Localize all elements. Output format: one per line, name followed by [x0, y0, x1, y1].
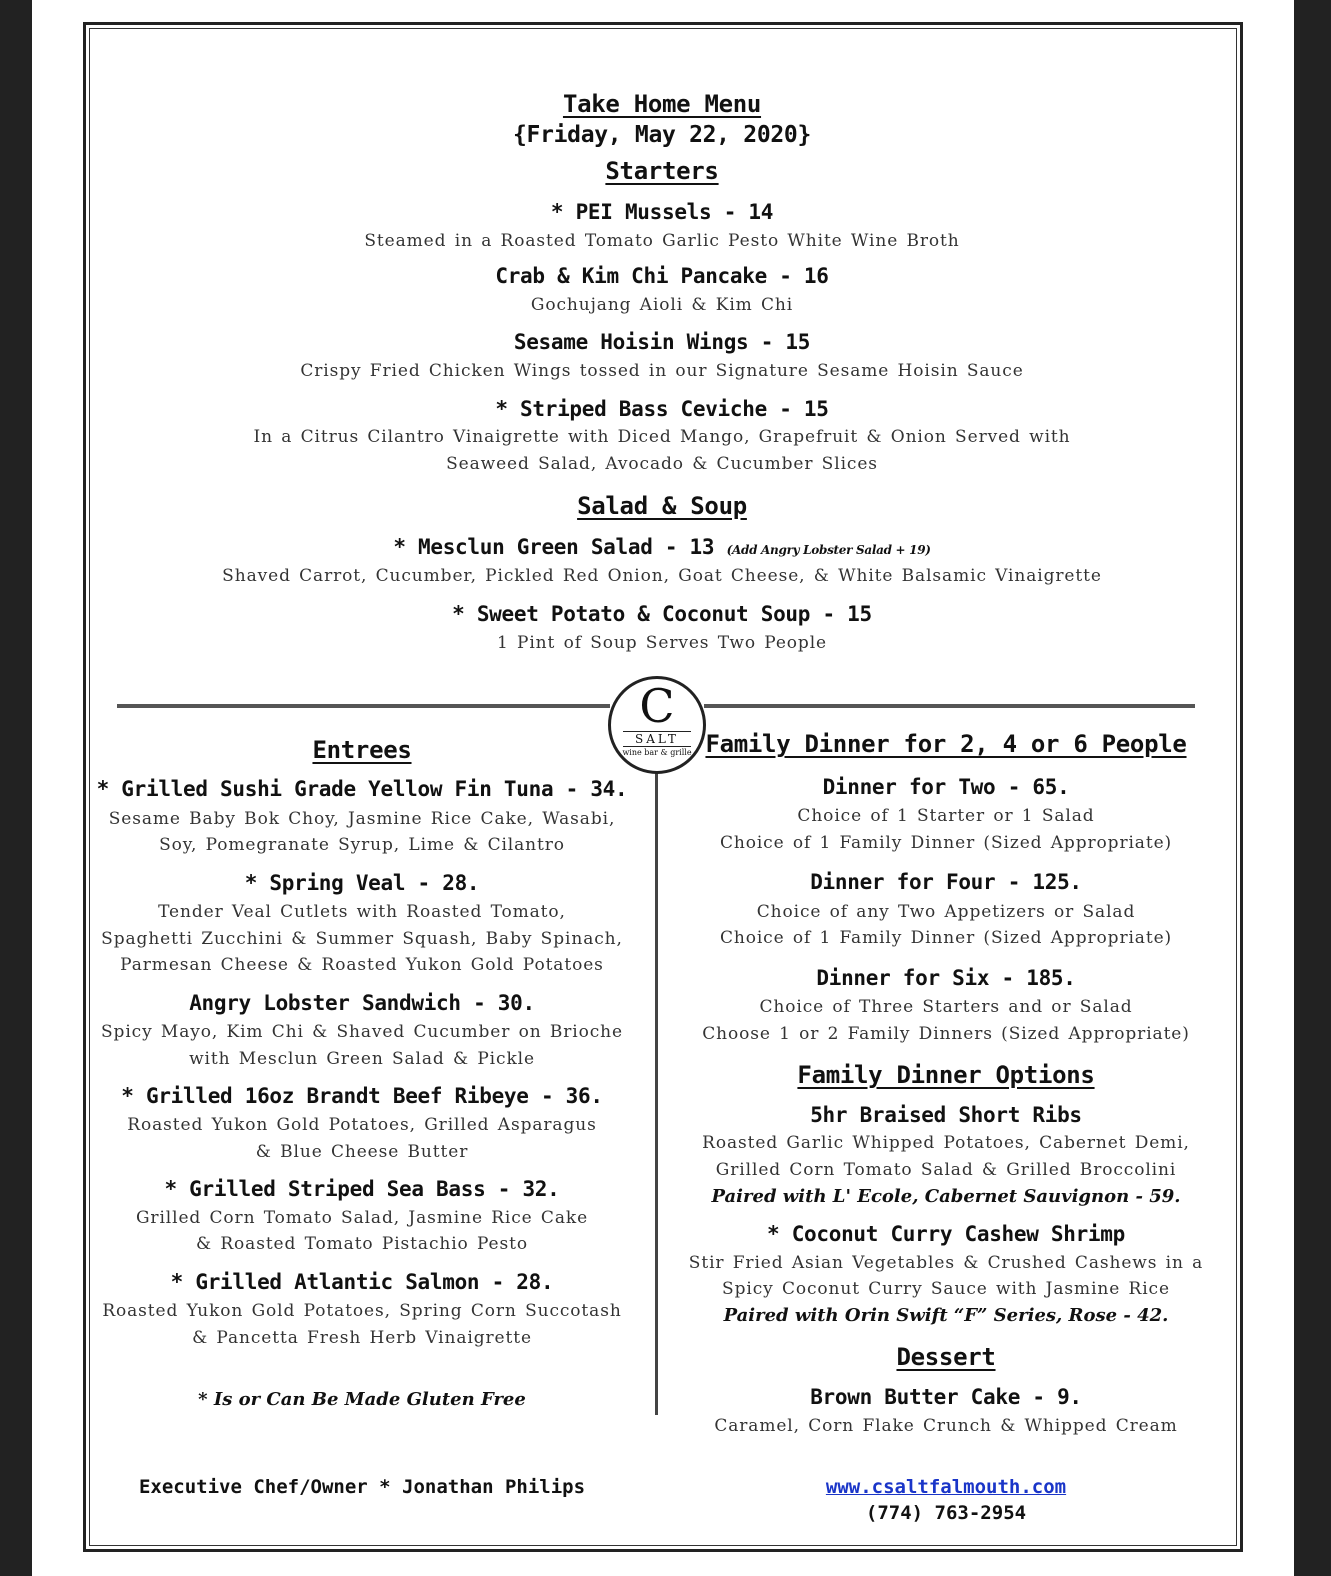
entree-item-desc: Parmesan Cheese & Roasted Yukon Gold Potatoes — [120, 955, 604, 975]
family-dinner-name: Dinner for Six - 185. — [816, 966, 1076, 990]
entree-item-desc: & Blue Cheese Butter — [255, 1142, 469, 1162]
entree-item-desc: Sesame Baby Bok Choy, Jasmine Rice Cake, Wasabi, — [108, 809, 616, 829]
family-dinner-desc: Choice of 1 Starter or 1 Salad — [797, 806, 1095, 826]
gluten-free-note: * Is or Can Be Made Gluten Free — [198, 1389, 526, 1410]
phone-number: (774) 763-2954 — [865, 1502, 1027, 1524]
entree-item-desc: with Mesclun Green Salad & Pickle — [189, 1049, 535, 1069]
entree-item-desc: & Roasted Tomato Pistachio Pesto — [195, 1234, 529, 1254]
family-dinner-desc: Choice of any Two Appetizers or Salad — [756, 902, 1136, 922]
entree-item-desc: & Pancetta Fresh Herb Vinaigrette — [192, 1328, 532, 1348]
starter-item-desc: In a Citrus Cilantro Vinaigrette with Diced Mango, Grapefruit & Onion Served with — [253, 427, 1071, 447]
salad-soup-heading: Salad & Soup — [577, 492, 747, 520]
family-dinner-desc: Choose 1 or 2 Family Dinners (Sized Appropriate) — [702, 1024, 1190, 1044]
family-option-desc: Stir Fried Asian Vegetables & Crushed Cashews in a — [688, 1253, 1204, 1273]
family-dinner-name: Dinner for Four - 125. — [810, 870, 1082, 894]
wine-pairing: Paired with L' Ecole, Cabernet Sauvignon - 59. — [711, 1186, 1181, 1207]
soup-item-desc: 1 Pint of Soup Serves Two People — [496, 633, 828, 653]
entree-item-name: * Grilled 16oz Brandt Beef Ribeye - 36. — [121, 1084, 603, 1108]
salad-item-addon-note: (Add Angry Lobster Salad + 19) — [726, 543, 931, 557]
menu-date: {Friday, May 22, 2020} — [512, 122, 812, 148]
entree-item-name: * Spring Veal - 28. — [244, 871, 480, 895]
menu-title: Take Home Menu — [562, 90, 762, 118]
entree-item-name: * Grilled Atlantic Salmon - 28. — [170, 1270, 554, 1294]
starter-item-desc: Seaweed Salad, Avocado & Cucumber Slices — [446, 454, 878, 474]
section-divider-right — [704, 704, 1195, 708]
entree-item-desc: Soy, Pomegranate Syrup, Lime & Cilantro — [159, 835, 565, 855]
starters-heading: Starters — [605, 157, 719, 185]
family-option-desc: Roasted Garlic Whipped Potatoes, Cabernet Demi, — [702, 1133, 1190, 1153]
family-dinner-desc: Choice of 1 Family Dinner (Sized Appropriate) — [719, 833, 1173, 853]
family-option-name: * Coconut Curry Cashew Shrimp — [767, 1222, 1125, 1246]
family-dinner-heading: Family Dinner for 2, 4 or 6 People — [705, 730, 1187, 758]
starter-item-name: Crab & Kim Chi Pancake - 16 — [495, 264, 829, 288]
logo-letter: C — [639, 679, 675, 733]
entree-item-desc: Roasted Yukon Gold Potatoes, Spring Corn Succotash — [102, 1301, 622, 1321]
salad-item-desc: Shaved Carrot, Cucumber, Pickled Red Onion, Goat Cheese, & White Balsamic Vinaigrette — [222, 566, 1102, 586]
chef-credit: Executive Chef/Owner * Jonathan Philips — [138, 1476, 586, 1498]
entree-item-name: Angry Lobster Sandwich - 30. — [189, 991, 535, 1015]
family-option-desc: Grilled Corn Tomato Salad & Grilled Broccolini — [715, 1160, 1177, 1180]
entrees-heading: Entrees — [312, 736, 412, 764]
dessert-item-name: Brown Butter Cake - 9. — [810, 1385, 1082, 1409]
starter-item-name: * Striped Bass Ceviche - 15 — [495, 397, 829, 421]
entree-item-desc: Grilled Corn Tomato Salad, Jasmine Rice Cake — [135, 1208, 589, 1228]
entree-item-desc: Tender Veal Cutlets with Roasted Tomato, — [158, 902, 566, 922]
website-link[interactable]: www.csaltfalmouth.com — [825, 1476, 1067, 1498]
entree-item-desc: Roasted Yukon Gold Potatoes, Grilled Asparagus — [127, 1115, 597, 1135]
family-option-desc: Spicy Coconut Curry Sauce with Jasmine Rice — [722, 1279, 1170, 1299]
starter-item-name: Sesame Hoisin Wings - 15 — [513, 330, 811, 354]
column-divider — [655, 770, 658, 1415]
entree-item-desc: Spicy Mayo, Kim Chi & Shaved Cucumber on Brioche — [101, 1022, 623, 1042]
wine-pairing: Paired with Orin Swift “F” Series, Rose - 42. — [723, 1305, 1169, 1326]
starter-item-name: * PEI Mussels - 14 — [550, 200, 774, 224]
logo-tagline: wine bar & grille — [622, 748, 692, 757]
website-wrapper — [676, 1476, 1216, 1498]
entree-item-name: * Grilled Sushi Grade Yellow Fin Tuna - 34. — [96, 777, 628, 801]
section-divider-left — [117, 704, 610, 708]
salad-item-title: * Mesclun Green Salad - 13 — [393, 535, 715, 559]
starter-item-desc: Crispy Fried Chicken Wings tossed in our Signature Sesame Hoisin Sauce — [300, 361, 1024, 381]
logo-name: SALT — [623, 731, 691, 747]
entree-item-name: * Grilled Striped Sea Bass - 32. — [164, 1177, 560, 1201]
family-options-heading: Family Dinner Options — [797, 1061, 1095, 1089]
family-option-name: 5hr Braised Short Ribs — [810, 1103, 1082, 1127]
dessert-heading: Dessert — [896, 1343, 996, 1371]
family-dinner-name: Dinner for Two - 65. — [822, 775, 1070, 799]
family-dinner-desc: Choice of 1 Family Dinner (Sized Appropriate) — [719, 928, 1173, 948]
dessert-item-desc: Caramel, Corn Flake Crunch & Whipped Cream — [714, 1416, 1178, 1436]
salad-item-name — [0, 535, 1324, 559]
entree-item-desc: Spaghetti Zucchini & Summer Squash, Baby Spinach, — [101, 929, 623, 949]
soup-item-name: * Sweet Potato & Coconut Soup - 15 — [452, 602, 872, 626]
starter-item-desc: Steamed in a Roasted Tomato Garlic Pesto White Wine Broth — [364, 231, 960, 251]
starter-item-desc: Gochujang Aioli & Kim Chi — [530, 295, 794, 315]
family-dinner-desc: Choice of Three Starters and or Salad — [759, 997, 1133, 1017]
